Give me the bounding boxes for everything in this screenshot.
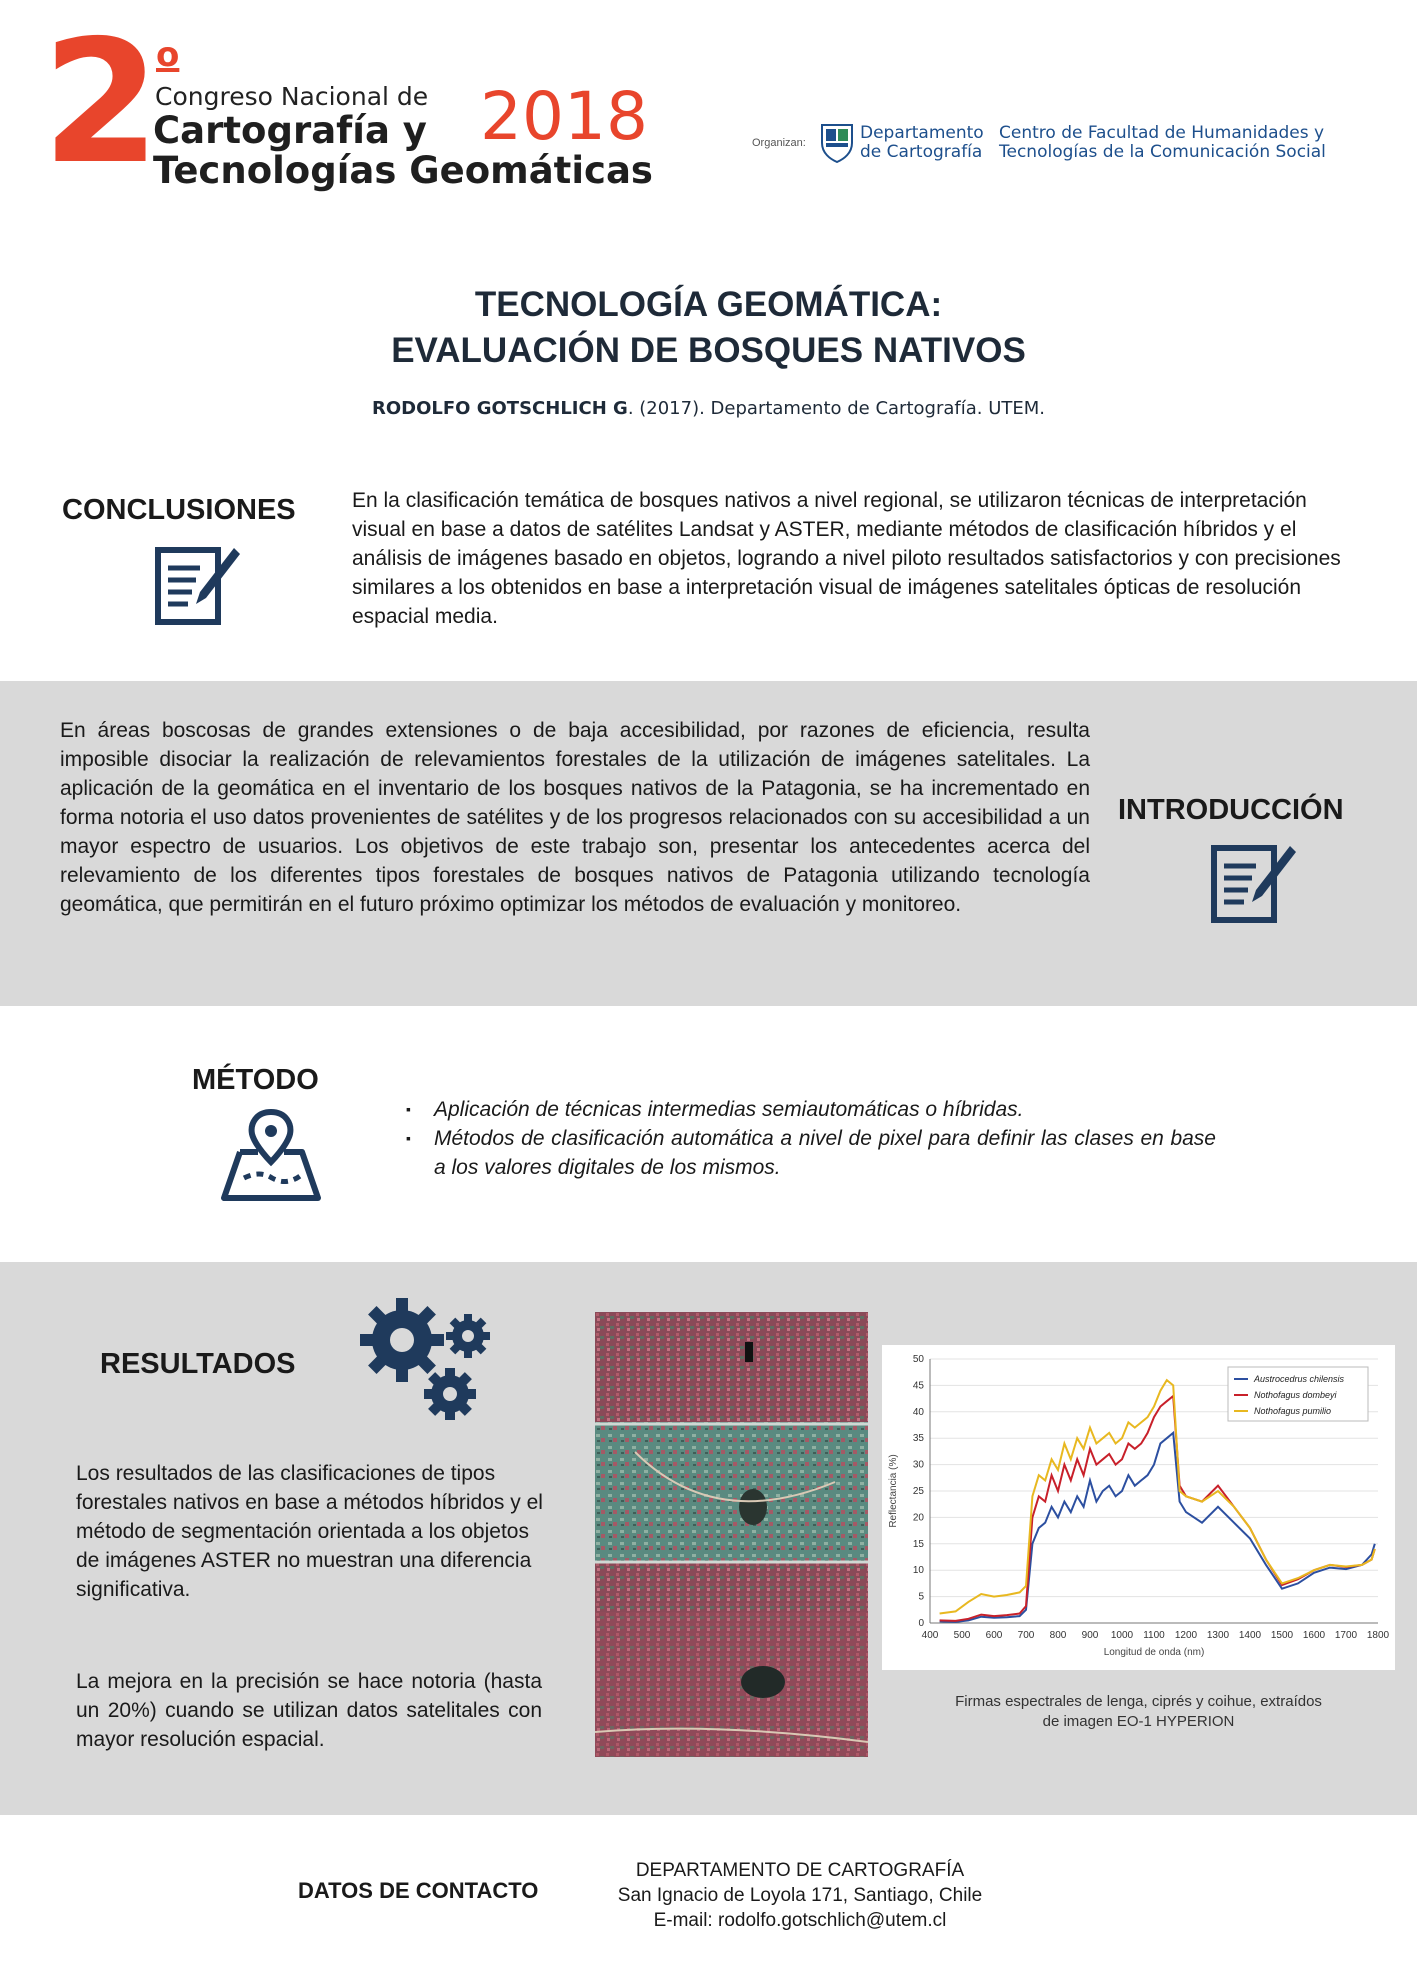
chart-x-tick-label: 1100 [1143,1630,1165,1641]
chart-x-tick-label: 600 [985,1630,1003,1641]
contact-department: DEPARTAMENTO DE CARTOGRAFÍA [635,1860,965,1881]
conclusiones-text: En la clasificación temática de bosques nativos a nivel regional, se utilizaron técnicas de interpretación visual en base a datos de satélites Landsat y ASTER, mediante métodos de clasificación híbridos y el análisis de imágenes basado en objetos, logrando a nivel piloto resultados satisfactorios y con precisiones similares a los obtenidos en base a interpretación visual de imágenes satelitales ópticas de resolución espacial media. [352,489,1341,628]
contact-email[interactable]: E-mail: rodolfo.gotschlich@utem.cl [653,1910,947,1931]
document-pen-icon [1208,840,1300,926]
chart-xlabel: Longitud de onda (nm) [1103,1647,1205,1658]
author-citation: . (2017). Departamento de Cartografía. UTEM. [627,398,1045,419]
map-pin-icon [214,1106,326,1204]
metodo-heading: MÉTODO [192,1064,319,1096]
page-title-line2: EVALUACIÓN DE BOSQUES NATIVOS [391,331,1026,370]
metodo-item: ▪ Métodos de clasificación automática a nivel de pixel para definir las clases en base a los valores digitales de los mismos. [406,1124,1216,1182]
contact-info [590,1858,1010,1933]
resultados-text-2: La mejora en la precisión se hace notoria (hasta un 20%) cuando se utilizan datos satelitales con mayor resolución espacial. [76,1670,542,1751]
chart-x-tick-label: 900 [1081,1630,1099,1641]
chart-series-line [940,1433,1375,1622]
page-title-line1: TECNOLOGÍA GEOMÁTICA: [474,285,943,324]
metodo-item: ▪ Aplicación de técnicas intermedias semiautomáticas o híbridas. [406,1095,1216,1124]
chart-x-tick-label: 1000 [1110,1630,1134,1641]
chart-legend-label: Nothofagus dombeyi [1254,1390,1337,1400]
logo-title-line2: Tecnologías Geomáticas [153,149,653,192]
organizer-label: Organizan: [752,137,806,149]
chart-legend-label: Austrocedrus chilensis [1254,1374,1345,1384]
chart-x-tick-label: 1300 [1206,1630,1230,1641]
chart-x-tick-label: 1200 [1174,1630,1198,1641]
contact-heading: DATOS DE CONTACTO [298,1878,539,1903]
logo-subtitle: Congreso Nacional de [155,82,429,111]
chart-y-tick-label: 20 [912,1512,924,1524]
chart-x-tick-label: 1800 [1366,1630,1390,1641]
logo-title-line1: Cartografía y [153,109,427,152]
chart-y-tick-label: 25 [912,1486,924,1497]
introduccion-heading: INTRODUCCIÓN [1118,794,1344,826]
chart-y-tick-label: 50 [912,1354,924,1365]
chart-y-tick-label: 5 [918,1591,924,1603]
chart-series-line [940,1396,1375,1621]
chart-legend [1228,1367,1368,1421]
logo-ordinal: o [156,35,180,75]
chart-x-tick-label: 700 [1017,1630,1035,1641]
chart-caption: Firmas espectrales de lenga, ciprés y coihue, extraídos de imagen EO-1 HYPERION [955,1693,1322,1730]
chart-y-tick-label: 15 [912,1538,924,1550]
spectral-chart [882,1345,1395,1670]
logo-year: 2018 [480,78,648,155]
chart-x-tick-label: 1500 [1270,1630,1294,1641]
metodo-list [406,1095,1216,1182]
utem-emblem-icon [818,121,856,163]
chart-x-tick-label: 1700 [1334,1630,1358,1641]
chart-x-tick-label: 800 [1049,1630,1067,1641]
logo-number: 2 [42,4,157,202]
chart-y-tick-label: 40 [912,1406,924,1418]
org-centro: Centro de Facultad de Humanidades y Tecnologías de la Comunicación Social [999,123,1326,163]
chart-x-tick-label: 500 [953,1630,971,1641]
chart-x-tick-label: 1600 [1302,1630,1326,1641]
contact-address: San Ignacio de Loyola 171, Santiago, Chile [617,1885,983,1906]
chart-legend-label: Nothofagus pumilio [1254,1406,1332,1416]
chart-y-tick-label: 0 [918,1618,924,1629]
chart-y-tick-label: 45 [912,1380,924,1392]
org-department: Departamento de Cartografía [860,123,984,163]
author-name: RODOLFO GOTSCHLICH G [371,398,628,419]
chart-ylabel: Reflectancia (%) [888,1454,899,1528]
resultados-text-1: Los resultados de las clasificaciones de tipos forestales nativos en base a métodos híbridos y el método de segmentación orientada a los objetos de imágenes ASTER no muestran una diferencia significativa. [76,1462,543,1601]
chart-x-tick-label: 400 [921,1630,939,1641]
resultados-heading: RESULTADOS [100,1348,296,1380]
chart-y-tick-label: 35 [912,1433,924,1445]
document-pen-icon [152,542,244,628]
chart-x-tick-label: 1400 [1238,1630,1262,1641]
conclusiones-heading: CONCLUSIONES [62,494,296,526]
chart-y-tick-label: 30 [912,1459,924,1471]
gears-icon [354,1292,500,1424]
author-line [0,398,1417,419]
introduccion-text: En áreas boscosas de grandes extensiones o de baja accesibilidad, por razones de eficiencia, resulta imposible disociar la realización de relevamientos forestales de la utilización de imágenes satelitales. La aplicación de la geomática en el inventario de los bosques nativos de la Patagonia, se ha incrementado en forma notoria el uso datos provenientes de satélites y de los progresos relacionados con su accesibilidad a un mayor espectro de usuarios. Los objetivos de este trabajo son, presentar los antecedentes acerca del relevamiento de los diferentes tipos forestales de bosques nativos de Patagonia utilizando tecnología geomática, que permitirán en el futuro próximo optimizar los métodos de evaluación y monitoreo. [60,719,1090,916]
chart-y-tick-label: 10 [912,1565,924,1577]
satellite-image [595,1312,868,1757]
